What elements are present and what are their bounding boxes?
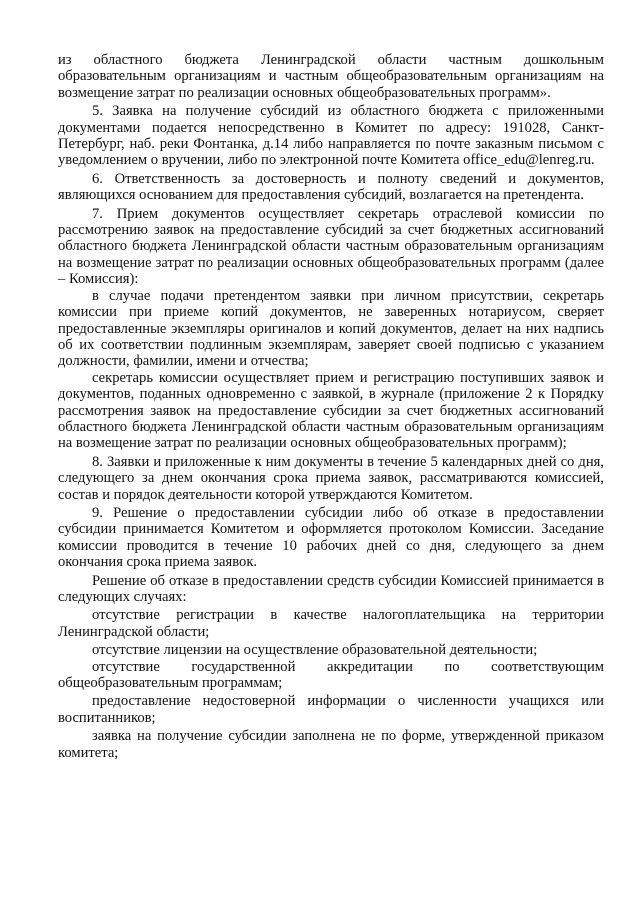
paragraph-item-8: 8. Заявки и приложенные к ним документы в течение 5 календарных дней со дня, следующего за днем окончания срока приема заявок, рассматриваются комиссией, состав и порядок деятельности которой утверждаются Комитетом. xyxy=(58,453,604,503)
paragraph-item-5: 5. Заявка на получение субсидий из областного бюджета с приложенными документами подается непосредственно в Комитет по адресу: 191028, Санкт-Петербург, наб. реки Фонтанка, д.14 либо направляется по почте заказным письмом с уведомлением о вручении, либо по электронной почте Комитета office_edu@lenreg.ru. xyxy=(58,103,604,169)
list-item-wrong-form: заявка на получение субсидии заполнена не по форме, утвержденной приказом комитета; xyxy=(58,728,604,761)
list-item-no-registration: отсутствие регистрации в качестве налогоплательщика на территории Ленинградской области; xyxy=(58,607,604,640)
list-item-false-information: предоставление недостоверной информации о численности учащихся или воспитанников; xyxy=(58,693,604,726)
paragraph-refusal-intro: Решение об отказе в предоставлении средств субсидии Комиссией принимается в следующих случаях: xyxy=(58,572,604,605)
paragraph-intro-continuation: из областного бюджета Ленинградской области частным дошкольным образовательным организациям и частным общеобразовательным организациям на возмещение затрат по реализации основных общеобразовательных программ». xyxy=(58,52,604,101)
paragraph-item-6: 6. Ответственность за достоверность и полноту сведений и документов, являющихся основанием для предоставления субсидий, возлагается на претендента. xyxy=(58,170,604,204)
paragraph-item-7: 7. Прием документов осуществляет секретарь отраслевой комиссии по рассмотрению заявок на предоставление субсидий за счет бюджетных ассигнований областного бюджета Ленинградской области частным образовательным организациям на возмещение затрат по реализации основных общеобразовательных программ (далее – Комиссия): xyxy=(58,205,604,288)
list-item-no-license: отсутствие лицензии на осуществление образовательной деятельности; xyxy=(92,642,538,659)
paragraph-secretary-registration: секретарь комиссии осуществляет прием и регистрацию поступивших заявок и документов, поданных одновременно с заявкой, в журнале (приложение 2 к Порядку рассмотрения заявок на предоставление субсидии за счет бюджетных ассигнований областного бюджета Ленинградской области частным образовательным организациям на возмещение затрат по реализации основных общеобразовательных программ); xyxy=(58,369,604,452)
paragraph-item-9: 9. Решение о предоставлении субсидии либо об отказе в предоставлении субсидии принимается Комитетом и оформляется протоколом Комиссии. Заседание комиссии проводится в течение 10 рабочих дней со дня, следующего за днем окончания срока приема заявок. xyxy=(58,504,604,571)
paragraph-personal-submission: в случае подачи претендентом заявки при личном присутствии, секретарь комиссии при приеме копий документов, не заверенных нотариусом, сверяет предоставленные экземпляры оригиналов и копий документов, делает на них надпись об их соответствии подлинным экземплярам, заверяет своей подписью с указанием должности, фамилии, имени и отчества; xyxy=(58,287,604,370)
list-item-no-accreditation: отсутствие государственной аккредитации по соответствующим общеобразовательным программам; xyxy=(58,658,604,692)
